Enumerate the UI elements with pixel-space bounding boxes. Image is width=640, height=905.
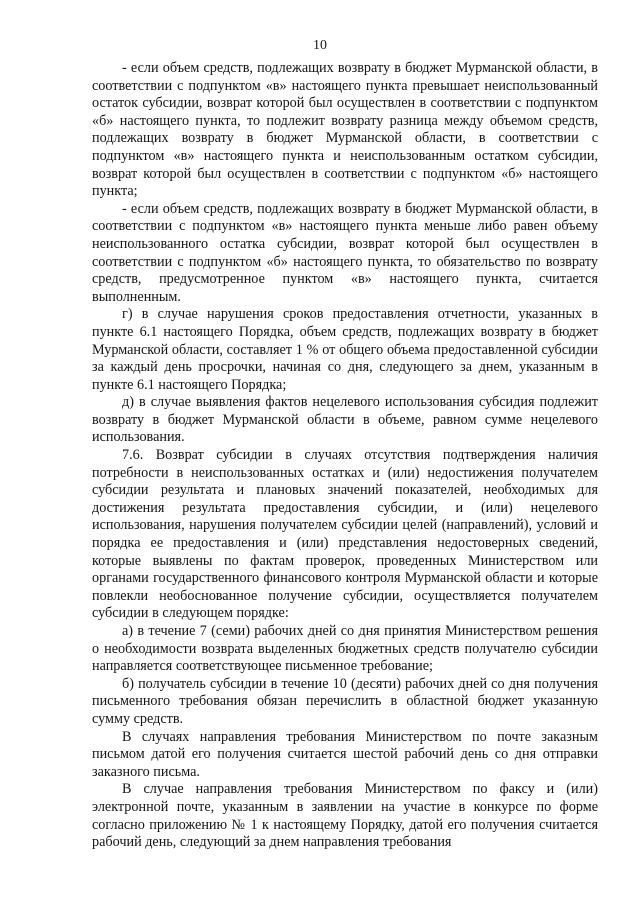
paragraph-registered-mail: В случаях направления требования Министерством по почте заказным письмом датой его получения считается шестой рабочий день со дня отправки заказного письма. [92, 728, 598, 780]
page-number: 10 [313, 38, 327, 53]
paragraph-reporting-deadline: г) в случае нарушения сроков предоставления отчетности, указанных в пункте 6.1 настоящего Порядка, объем средств, подлежащих возврату в бюджет Мурманской области, составляет 1 % от общего объема предоставленной субсидии за каждый день просрочки, начиная со дня, следующего за днем, указанным в пункте 6.1 настоящего Порядка; [92, 306, 598, 393]
paragraph-fax-email: В случае направления требования Министерством по факсу и (или) электронной почте, указанным в заявлении на участие в конкурсе по форме согласно приложению № 1 к настоящему Порядку, датой его получения считается рабочий день, следующий за днем направления требования [92, 781, 598, 851]
paragraph-item-a: а) в течение 7 (семи) рабочих дней со дня принятия Министерством решения о необходимости возврата выделенных бюджетных средств получателю субсидии направляется соответствующее письменное требование; [92, 623, 598, 675]
paragraph-misuse-return: д) в случае выявления фактов нецелевого использования субсидия подлежит возврату в бюджет Мурманской области в объеме, равном сумме нецелевого использования. [92, 394, 598, 446]
paragraph-section-7-6: 7.6. Возврат субсидии в случаях отсутствия подтверждения наличия потребности в неиспользованных остатках и (или) недостижения получателем субсидии результата и плановых значений показателей, необходимых для достижения результата предоставления субсидии, и (или) нецелевого использования, нарушения получателем субсидии целей (направлений), условий и порядка ее предоставления и (или) представления недостоверных сведений, которые выявлены по фактам проверок, проведенных Министерством или органами государственного финансового контроля Мурманской области и которые повлекли необоснованное получение субсидии, осуществляется получателем субсидии в следующем порядке: [92, 447, 598, 622]
paragraph-excess-return: - если объем средств, подлежащих возврату в бюджет Мурманской области, в соответствии с подпунктом «в» настоящего пункта превышает неиспользованный остаток субсидии, возврат которой был осуществлен в соответствии с подпунктом «б» настоящего пункта, то подлежит возврату разница между объемом средств, подлежащих возврату в бюджет Мурманской области, в соответствии с подпунктом «в» настоящего пункта и неиспользованным остатком субсидии, возврат которой был осуществлен в соответствии с подпунктом «б» настоящего пункта; [92, 60, 598, 200]
body-text [92, 60, 598, 852]
paragraph-obligation-fulfilled: - если объем средств, подлежащих возврату в бюджет Мурманской области, в соответствии с подпунктом «в» настоящего пункта меньше либо равен объему неиспользованного остатка субсидии, возврат которой был осуществлен в соответствии с подпунктом «б» настоящего пункта, то обязательство по возврату средств, предусмотренное пунктом «в» настоящего пункта, считается выполненным. [92, 200, 598, 305]
paragraph-item-b: б) получатель субсидии в течение 10 (десяти) рабочих дней со дня получения письменного требования обязан перечислить в областной бюджет указанную сумму средств. [92, 675, 598, 727]
